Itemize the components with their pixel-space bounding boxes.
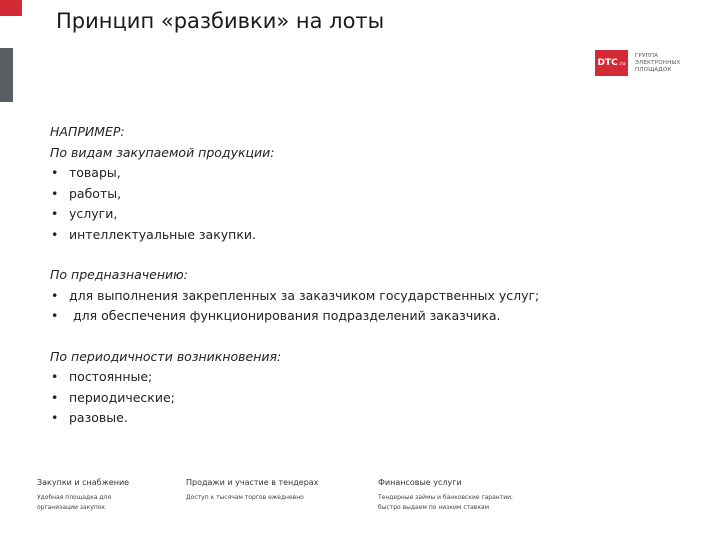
list-item: • периодические; [50,388,539,409]
list-item: • разовые. [50,408,539,429]
logo-mark [595,50,628,76]
footer-title: Продажи и участие в тендерах [186,478,319,487]
list-item: • товары, [50,163,539,184]
footer-column-sales [186,478,318,503]
section-heading: По видам закупаемой продукции: [50,144,275,160]
logo-mark-suffix: .ru [618,61,626,67]
list-item: • работы, [50,184,539,205]
footer-desc: организации закупок [37,504,106,511]
bullet-list [50,163,539,245]
company-logo [595,50,680,76]
footer-column-purchases [37,478,129,513]
logo-line: ЭЛЕКТРОННЫХ [635,59,681,66]
top-accent-bar [0,0,22,16]
bullet-list [50,286,539,327]
logo-line: ГРУППА [635,52,659,59]
slide-content [50,122,539,429]
intro-label: НАПРИМЕР: [50,124,125,139]
footer-desc: Тендерные займы и банковские гарантии, [378,494,513,501]
footer-desc: Удобная площадка для [37,494,111,501]
slide-title: Принцип «разбивки» на лоты [56,9,385,33]
spacer [50,327,539,347]
footer-title: Закупки и снабжение [37,478,130,487]
footer-column-finance [378,478,513,513]
section-heading: По периодичности возникновения: [50,348,282,364]
footer-desc: быстро выдаем по низким ставкам [378,504,490,511]
list-item: • постоянные; [50,367,539,388]
list-item: • услуги, [50,204,539,225]
list-item: • для обеспечения функционирования подразделений заказчика. [50,306,539,327]
footer-title: Финансовые услуги [378,478,462,487]
side-accent-bar [0,48,13,102]
section-heading: По предназначению: [50,267,188,282]
logo-text [635,53,680,74]
list-item: • интеллектуальные закупки. [50,225,539,246]
bullet-list [50,367,539,429]
spacer [50,245,539,265]
logo-line: ПЛОЩАДОК [635,66,672,73]
list-item: • для выполнения закрепленных за заказчиком государственных услуг; [50,286,539,307]
logo-mark-text: DTC [597,58,618,68]
footer-desc: Доступ к тысячам торгов ежедневно [186,494,304,501]
